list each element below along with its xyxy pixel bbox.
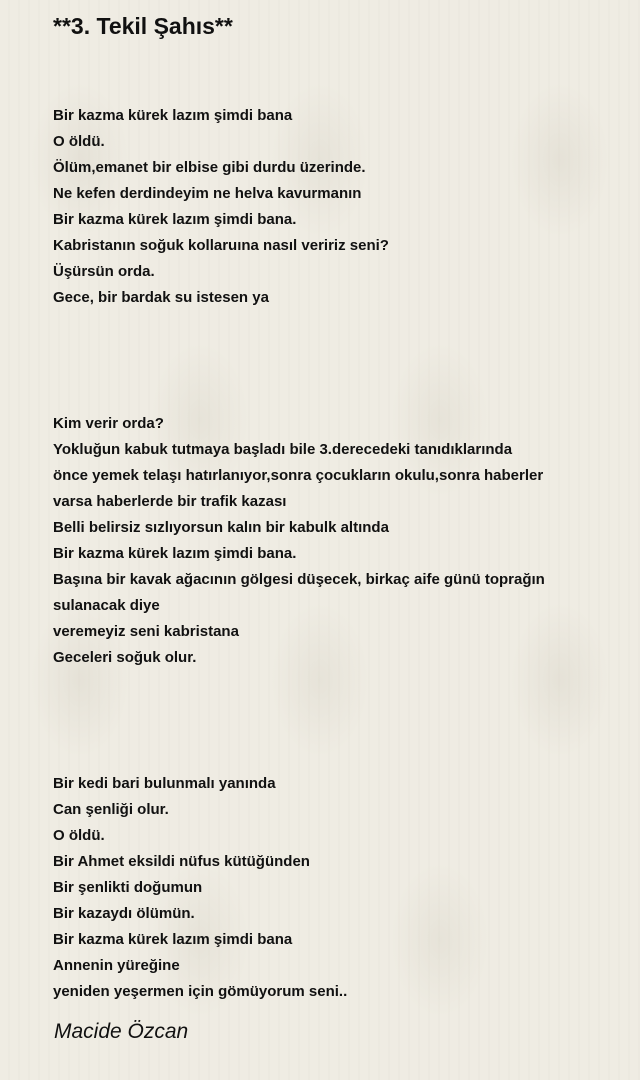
poem-line: Bir şenlikti doğumun: [53, 879, 203, 896]
poem-line: Belli belirsiz sızlıyorsun kalın bir kabulk altında: [53, 519, 389, 536]
poem-line: yeniden yeşermen için gömüyorum seni..: [53, 983, 348, 1000]
poem-line: Bir Ahmet eksildi nüfus kütüğünden: [53, 853, 310, 870]
poem-line: Ne kefen derdindeyim ne helva kavurmanın: [53, 185, 362, 202]
poem-line: Üşürsün orda.: [53, 263, 155, 280]
stanza-3: [53, 771, 613, 1005]
poem-line: Kim verir orda?: [53, 415, 164, 432]
stanza-1: [53, 103, 613, 311]
poem-line: Bir kazma kürek lazım şimdi bana: [53, 107, 293, 124]
poem-line: Bir kazma kürek lazım şimdi bana.: [53, 211, 297, 228]
poem-line: sulanacak diye: [53, 597, 160, 614]
poem-line: önce yemek telaşı hatırlanıyor,sonra çocukların okulu,sonra haberler: [53, 467, 544, 484]
poem-line: Bir kedi bari bulunmalı yanında: [53, 775, 276, 792]
poem-author: Macide Özcan: [54, 1020, 189, 1043]
poem-line: Ölüm,emanet bir elbise gibi durdu üzerinde.: [53, 159, 366, 176]
poem-line: O öldü.: [53, 827, 105, 844]
poem-line: veremeyiz seni kabristana: [53, 623, 239, 640]
poem-title: **3. Tekil Şahıs**: [53, 13, 233, 39]
poem-line: Başına bir kavak ağacının gölgesi düşecek, birkaç aife günü toprağın: [53, 571, 545, 588]
poem-line: Gece, bir bardak su istesen ya: [53, 289, 269, 306]
poem-line: Kabristanın soğuk kollaruına nasıl veririz seni?: [53, 237, 389, 254]
poem-line: Bir kazaydı ölümün.: [53, 905, 195, 922]
poem-line: varsa haberlerde bir trafik kazası: [53, 493, 287, 510]
poem-line: Yokluğun kabuk tutmaya başladı bile 3.derecedeki tanıdıklarında: [53, 441, 513, 458]
poem-line: Bir kazma kürek lazım şimdi bana.: [53, 545, 297, 562]
stanza-2: [53, 411, 613, 671]
poem-line: O öldü.: [53, 133, 105, 150]
poem-line: Can şenliği olur.: [53, 801, 169, 818]
poem-line: Annenin yüreğine: [53, 957, 180, 974]
poem-line: Geceleri soğuk olur.: [53, 649, 197, 666]
poem-line: Bir kazma kürek lazım şimdi bana: [53, 931, 293, 948]
